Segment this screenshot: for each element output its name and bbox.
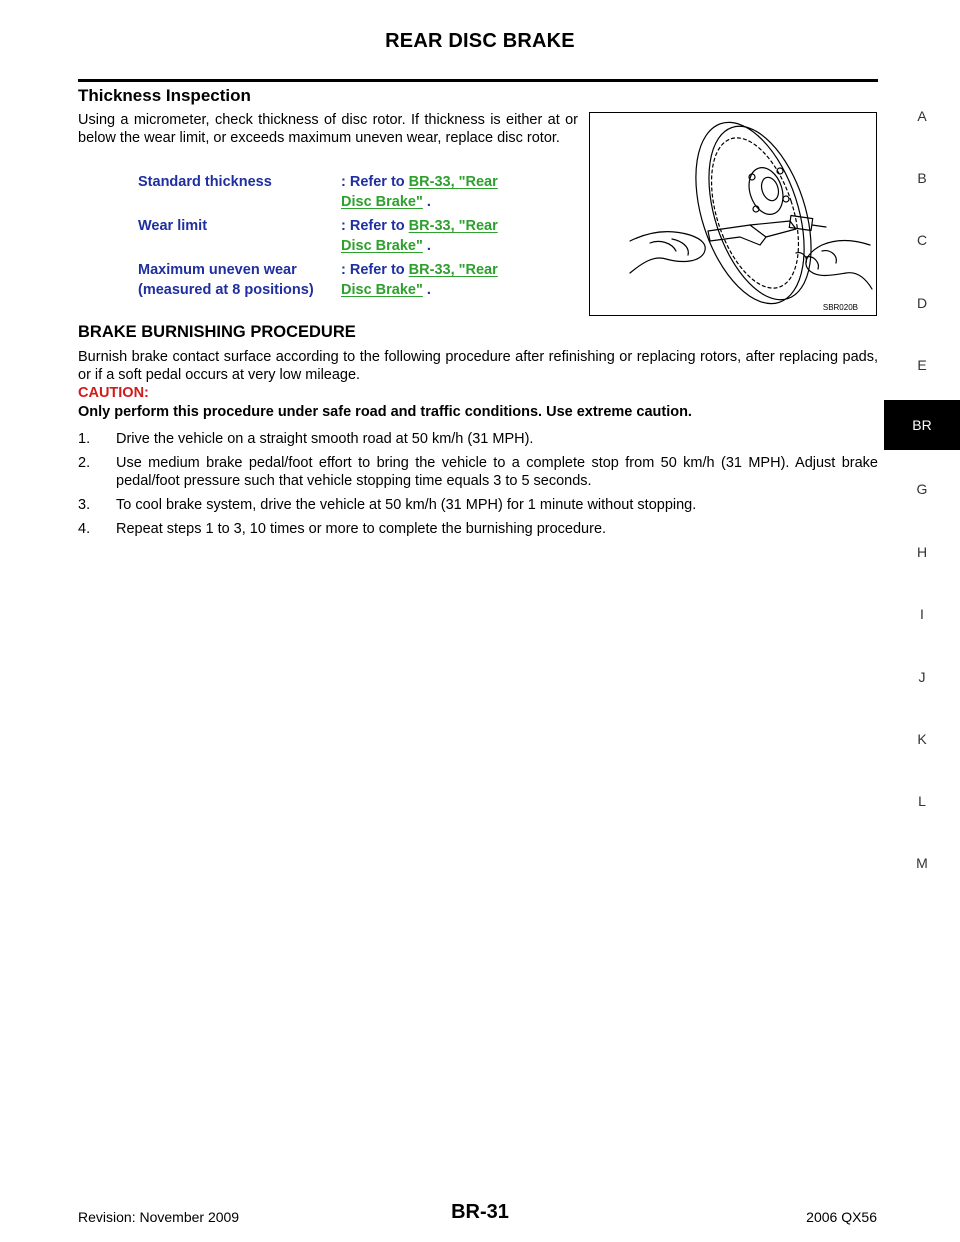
spec-row-wear-limit (138, 216, 578, 256)
spec-suffix: . (422, 282, 431, 298)
spec-suffix: . (422, 238, 431, 254)
index-tab-h[interactable]: H (916, 544, 928, 560)
procedure-steps (78, 430, 878, 544)
burnishing-intro: Burnish brake contact surface according to the following procedure after refinishing or replacing rotors, after replacing pads, or if a soft pedal occurs at very low mileage. (78, 349, 878, 383)
list-item (78, 520, 878, 538)
micrometer-illustration (589, 112, 877, 316)
index-tab-a[interactable]: A (917, 108, 927, 124)
index-tab-e[interactable]: E (917, 357, 927, 373)
spec-label: Standard thickness (138, 174, 272, 190)
step-number: 1. (78, 431, 91, 447)
step-text: Use medium brake pedal/foot effort to bring the vehicle to a complete stop from 50 km/h (31 MPH). Adjust brake pedal/foot pressure such that vehicle stopping time equals 3 to 5 seconds. (116, 455, 878, 489)
index-tab-m[interactable]: M (916, 855, 928, 871)
step-number: 3. (78, 497, 91, 513)
spec-table (138, 172, 578, 304)
spec-link[interactable]: BR-33, "Rear (408, 262, 498, 278)
spec-link[interactable]: BR-33, "Rear (408, 218, 498, 234)
spec-label-line: (measured at 8 positions) (138, 282, 314, 298)
step-text: Drive the vehicle on a straight smooth road at 50 km/h (31 MPH). (116, 431, 534, 447)
spec-label-line: Maximum uneven wear (138, 262, 297, 278)
index-tab-i[interactable]: I (920, 606, 924, 622)
index-tab-g[interactable]: G (916, 481, 928, 497)
spec-value (341, 172, 578, 212)
caution-label: CAUTION: (78, 385, 149, 401)
spec-row-standard-thickness (138, 172, 578, 212)
step-number: 4. (78, 521, 91, 537)
model-label: 2006 QX56 (806, 1209, 877, 1225)
disc-rotor-drawing (590, 113, 877, 316)
header-rule (78, 79, 878, 82)
list-item (78, 496, 878, 514)
index-tab-c[interactable]: C (916, 232, 928, 248)
index-tab-b[interactable]: B (917, 170, 927, 186)
section-index-tabs (884, 0, 960, 1242)
page-title: REAR DISC BRAKE (385, 30, 575, 52)
spec-link[interactable]: Disc Brake" (341, 282, 423, 298)
step-number: 2. (78, 455, 91, 471)
section-title-thickness: Thickness Inspection (78, 86, 251, 105)
spec-link[interactable]: BR-33, "Rear (408, 174, 498, 190)
index-tab-br[interactable]: BR (884, 400, 960, 450)
spec-value (341, 216, 578, 256)
caution-text: Only perform this procedure under safe road and traffic conditions. Use extreme caution. (78, 404, 692, 420)
spec-label: Wear limit (138, 218, 208, 234)
spec-prefix: : Refer to (341, 174, 409, 190)
section-title-burnishing: BRAKE BURNISHING PROCEDURE (78, 323, 356, 341)
spec-link[interactable]: Disc Brake" (341, 194, 423, 210)
spec-suffix: . (422, 194, 431, 210)
figure-code: SBR020B (822, 303, 858, 312)
index-tab-d[interactable]: D (916, 295, 928, 311)
spec-link[interactable]: Disc Brake" (341, 238, 423, 254)
revision-date: Revision: November 2009 (78, 1209, 240, 1225)
index-tab-j[interactable]: J (918, 669, 926, 685)
page-number: BR-31 (451, 1201, 509, 1223)
spec-label (138, 260, 341, 300)
spec-row-max-uneven-wear (138, 260, 578, 300)
step-text: Repeat steps 1 to 3, 10 times or more to complete the burnishing procedure. (116, 521, 607, 537)
index-tab-l[interactable]: L (918, 793, 926, 809)
list-item (78, 430, 878, 448)
index-tab-k[interactable]: K (917, 731, 927, 747)
spec-prefix: : Refer to (341, 218, 409, 234)
step-text: To cool brake system, drive the vehicle at 50 km/h (31 MPH) for 1 minute without stopping. (116, 497, 697, 513)
spec-value (341, 260, 578, 300)
thickness-intro: Using a micrometer, check thickness of disc rotor. If thickness is either at or below the wear limit, or exceeds maximum uneven wear, replace disc rotor. (78, 112, 578, 146)
spec-prefix: : Refer to (341, 262, 409, 278)
list-item (78, 454, 878, 490)
